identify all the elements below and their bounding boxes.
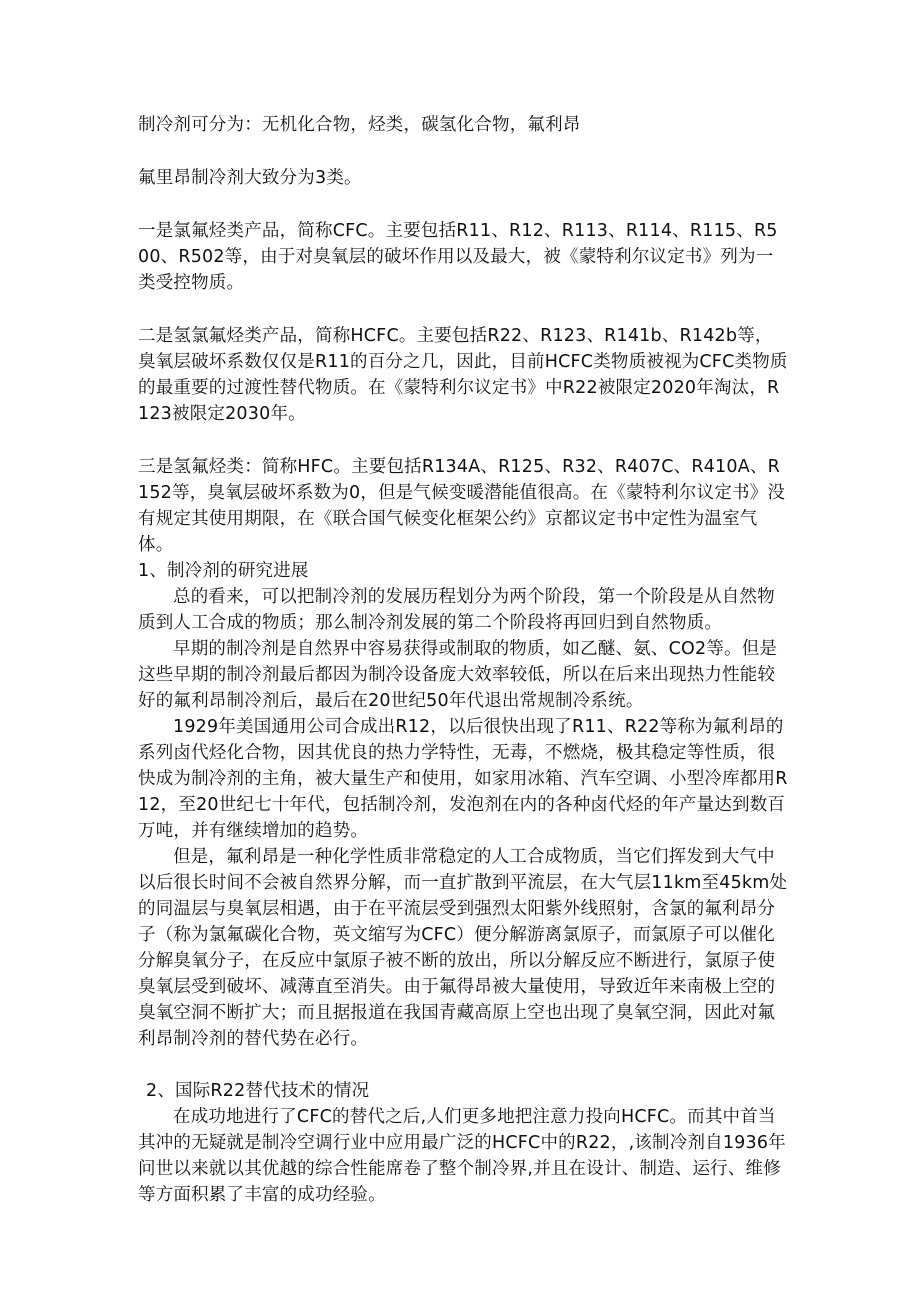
- cfc-paragraph: 一是氯氟烃类产品，简称CFC。主要包括R11、R12、R113、R114、R115、R500、R502等，由于对臭氧层的破坏作用以及最大，被《蒙特利尔议定书》列为一类受控物质。: [138, 221, 778, 293]
- document-page: [138, 112, 788, 1208]
- intro-line-1: 制冷剂可分为：无机化合物，烃类，碳氢化合物，氟利昂: [138, 115, 581, 135]
- section-1-paragraph: 1929年美国通用公司合成出R12，以后很快出现了R11、R22等称为氟利昂的系列卤代烃化合物，因其优良的热力学特性，无毒，不燃烧，极其稳定等性质，很快成为制冷剂的主角，被大量生产和使用，如家用冰箱、汽车空调、小型冷库都用R12，至20世纪七十年代，包括制冷剂，发泡剂在内的各种卤代烃的年产量达到数百万吨，并有继续增加的趋势。: [138, 717, 788, 841]
- section-1-paragraph: 早期的制冷剂是自然界中容易获得或制取的物质，如乙醚、氨、CO2等。但是这些早期的制冷剂最后都因为制冷设备庞大效率较低，所以在后来出现热力性能较好的氟利昂制冷剂后，最后在20世纪50年代退出常规制冷系统。: [138, 639, 778, 711]
- section-2-heading: 2、国际R22替代技术的情况: [146, 1081, 370, 1101]
- intro-line-2: 氟里昂制冷剂大致分为3类。: [138, 168, 362, 188]
- section-1-paragraph: 总的看来，可以把制冷剂的发展历程划分为两个阶段，第一个阶段是从自然物质到人工合成的物质；那么制冷剂发展的第二个阶段将再回归到自然物质。: [138, 587, 775, 633]
- hfc-paragraph: 三是氢氟烃类：简称HFC。主要包括R134A、R125、R32、R407C、R410A、R152等，臭氧层破坏系数为0，但是气候变暖潜能值很高。在《蒙特利尔议定书》没有规定其使用期限，在《联合国气候变化框架公约》京都议定书中定性为温室气体。: [138, 457, 786, 555]
- hcfc-paragraph: 二是氢氯氟烃类产品，简称HCFC。主要包括R22、R123、R141b、R142b等，臭氧层破坏系数仅仅是R11的百分之几，因此，目前HCFC类物质被视为CFC类物质的最重要的过渡性替代物质。在《蒙特利尔议定书》中R22被限定2020年淘汰，R123被限定2030年。: [138, 326, 788, 424]
- section-1-paragraph: 但是，氟利昂是一种化学性质非常稳定的人工合成物质，当它们挥发到大气中以后很长时间不会被自然界分解，而一直扩散到平流层，在大气层11km至45km处的同温层与臭氧层相遇，由于在平流层受到强烈太阳紫外线照射，含氯的氟利昂分子（称为氯氟碳化合物，英文缩写为CFC）便分解游离氯原子，而氯原子可以催化分解臭氧分子，在反应中氯原子被不断的放出，所以分解反应不断进行，氯原子使臭氧层受到破坏、减薄直至消失。由于氟得昂被大量使用，导致近年来南极上空的臭氧空洞不断扩大；而且据报道在我国青藏高原上空也出现了臭氧空洞，因此对氟利昂制冷剂的替代势在必行。: [138, 847, 788, 1049]
- section-1-heading: 1、制冷剂的研究进展: [138, 561, 309, 581]
- section-2-paragraph: 在成功地进行了CFC的替代之后,人们更多地把注意力投向HCFC。而其中首当其冲的无疑就是制冷空调行业中应用最广泛的HCFC中的R22，,该制冷剂自1936年问世以来就以其优越的综合性能席卷了整个制冷界,并且在设计、制造、运行、维修等方面积累了丰富的成功经验。: [138, 1107, 786, 1205]
- section-spacer: [138, 1052, 788, 1078]
